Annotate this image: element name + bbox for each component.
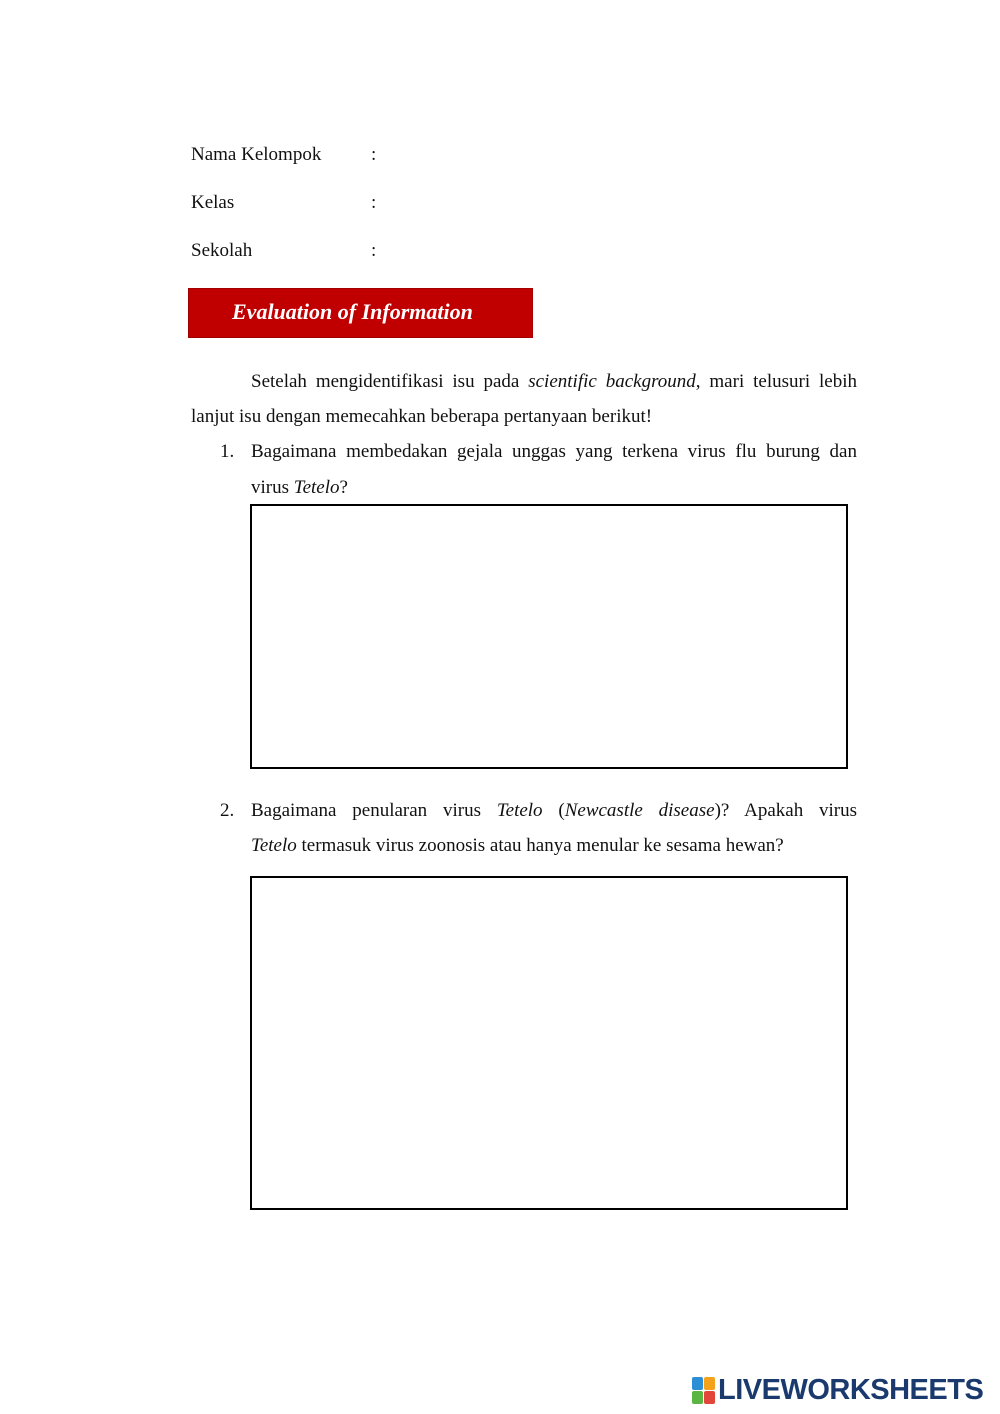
field-colon: : — [371, 192, 377, 213]
answer-box-1[interactable] — [250, 504, 848, 769]
question-italic-term: Newcastle disease — [564, 800, 715, 821]
question-2-line-2 — [251, 834, 784, 858]
question-number: 2. — [220, 800, 235, 821]
logo-text: LIVEWORKSHEETS — [718, 1374, 984, 1406]
question-italic-term: Tetelo — [496, 800, 543, 821]
question-text: virus — [251, 477, 294, 498]
question-text: )? Apakah virus — [714, 800, 858, 821]
answer-box-2[interactable] — [250, 876, 848, 1210]
question-italic-term: Tetelo — [293, 477, 340, 498]
question-1-line-1: Bagaimana membedakan gejala unggas yang terkena virus flu burung dan — [251, 441, 857, 462]
logo-mark-square — [692, 1391, 703, 1404]
question-number: 1. — [220, 441, 235, 462]
field-colon: : — [371, 144, 377, 165]
section-banner — [189, 289, 532, 337]
field-label: Nama Kelompok — [191, 144, 322, 165]
liveworksheets-logo[interactable] — [692, 1374, 983, 1406]
logo-mark-square — [704, 1391, 715, 1404]
intro-text: , mari telusuri lebih — [695, 371, 857, 392]
intro-line-1 — [251, 370, 857, 394]
liveworksheets-logo-icon — [692, 1377, 714, 1403]
question-italic-term: Tetelo — [251, 835, 297, 856]
question-text: Bagaimana penularan virus — [251, 800, 497, 821]
intro-italic-term: scientific background — [528, 371, 696, 392]
field-label: Sekolah — [191, 240, 253, 261]
intro-line-2: lanjut isu dengan memecahkan beberapa pertanyaan berikut! — [191, 406, 653, 427]
question-2-line-1 — [251, 799, 857, 823]
question-1-line-2 — [251, 476, 348, 500]
logo-mark-square — [704, 1377, 715, 1390]
logo-mark-square — [692, 1377, 703, 1390]
intro-text: Setelah mengidentifikasi isu pada — [251, 371, 529, 392]
question-text: ? — [339, 477, 348, 498]
field-label: Kelas — [191, 192, 235, 213]
question-text: ( — [542, 800, 565, 821]
field-colon: : — [371, 240, 377, 261]
section-title: Evaluation of Information — [232, 299, 473, 324]
question-text: termasuk virus zoonosis atau hanya menular ke sesama hewan? — [296, 835, 784, 856]
